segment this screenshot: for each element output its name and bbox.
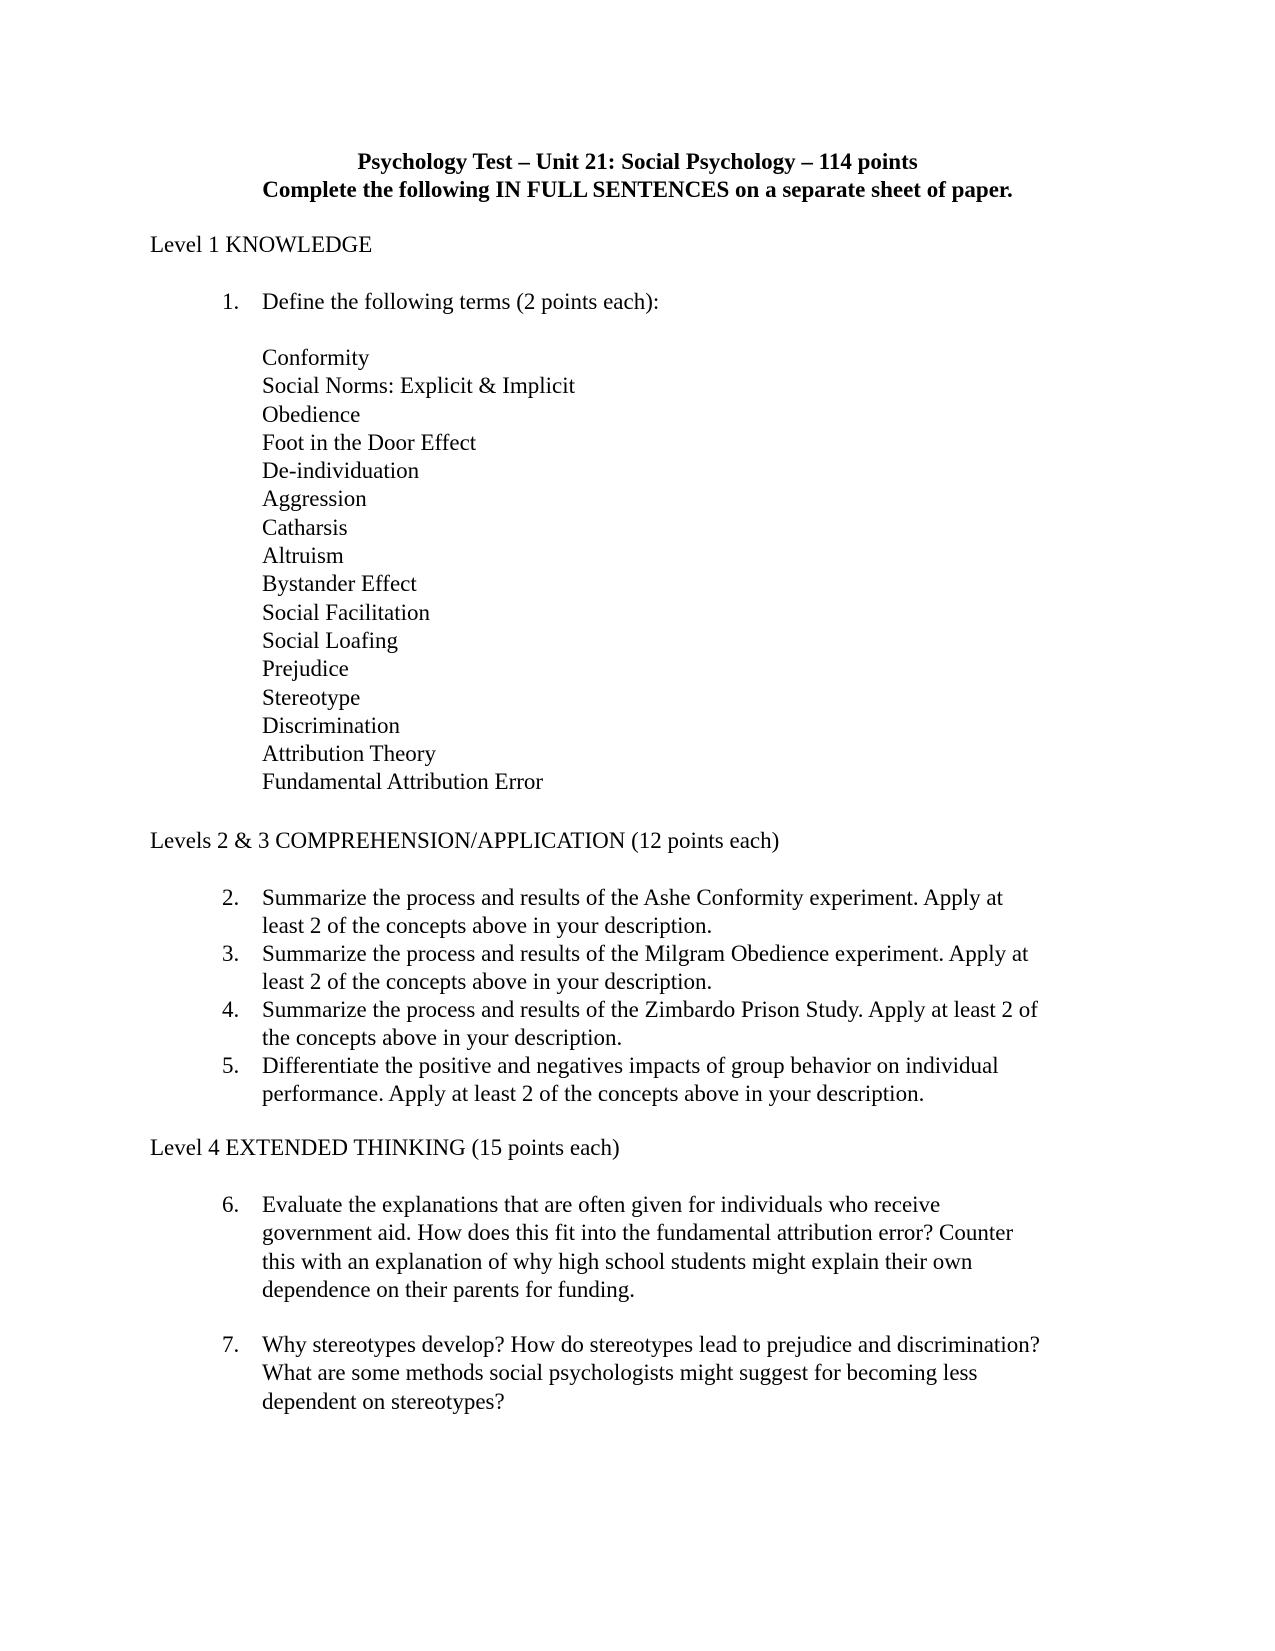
question-text: Summarize the process and results of the Milgram Obedience experiment. Apply at least 2 of the concepts above in your description. [262,941,1029,995]
question-text: Summarize the process and results of the Ashe Conformity experiment. Apply at least 2 of the concepts above in your description. [262,885,1003,939]
question-text: Evaluate the explanations that are often given for individuals who receive government aid. How does this fit into the fundamental attribution error? Counter this with an explanation of why high school students might explain their own dependence on their parents for funding. [262,1192,1014,1302]
page-title [0,148,1275,205]
term-item: Discrimination [262,712,400,738]
term-item: Attribution Theory [262,741,436,767]
question-text: Why stereotypes develop? How do stereotypes lead to prejudice and discrimination? What are some methods social psychologists might suggest for becoming less dependent on stereotypes? [262,1332,1040,1414]
section-heading-level-1: Level 1 KNOWLEDGE [150,232,373,257]
term-item: Social Facilitation [262,599,430,625]
term-list [262,344,575,797]
term-item: Altruism [262,543,344,569]
title-line-2: Complete the following IN FULL SENTENCES on a separate sheet of paper. [262,177,1013,203]
question-number: 5. [222,1053,240,1078]
term-item: Social Norms: Explicit & Implicit [262,373,576,399]
section-heading-level-2-3: Levels 2 & 3 COMPREHENSION/APPLICATION (12 points each) [150,828,780,853]
question-text: Summarize the process and results of the Zimbardo Prison Study. Apply at least 2 of the concepts above in your description. [262,997,1038,1051]
question-number: 7. [222,1332,240,1357]
question-number: 1. [222,289,240,314]
question-number: 2. [222,885,240,910]
term-item: Stereotype [262,684,361,710]
term-item: Foot in the Door Effect [262,429,477,455]
term-item: Fundamental Attribution Error [262,769,544,795]
question-text: Define the following terms (2 points each): [262,289,660,314]
question-number: 6. [222,1192,240,1217]
term-item: Obedience [262,401,361,427]
term-item: Conformity [262,345,370,370]
section-heading-level-4: Level 4 EXTENDED THINKING (15 points each) [150,1135,620,1160]
term-item: Prejudice [262,656,349,682]
term-item: De-individuation [262,458,420,484]
term-item: Social Loafing [262,627,399,653]
title-line-1: Psychology Test – Unit 21: Social Psychology – 114 points [357,149,918,174]
term-item: Aggression [262,486,367,512]
question-number: 3. [222,941,240,966]
question-number: 4. [222,997,240,1022]
term-item: Bystander Effect [262,571,417,597]
term-item: Catharsis [262,514,348,540]
question-text: Differentiate the positive and negatives impacts of group behavior on individual performance. Apply at least 2 of the concepts above in your description. [262,1053,999,1107]
